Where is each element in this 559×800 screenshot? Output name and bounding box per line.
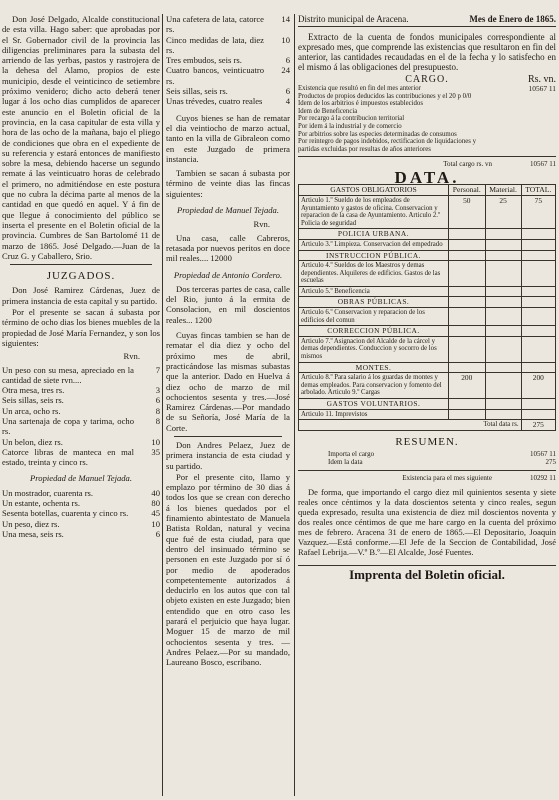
list-item <box>166 65 290 86</box>
list-item <box>2 365 160 386</box>
item-value: 35 <box>151 446 160 457</box>
cargo-row-value <box>500 131 556 139</box>
item-text: Un peso con su mesa, apreciado en la cantidad de siete rvn.... <box>2 364 134 385</box>
district-header <box>298 14 556 27</box>
list-item <box>2 447 160 468</box>
table-cell-personal <box>449 409 486 420</box>
table-cell-section: GASTOS VOLUNTARIOS. <box>299 399 449 410</box>
table-cell-material <box>485 261 521 287</box>
resumen-title: RESUMEN. <box>395 435 459 448</box>
cargo-row-value <box>500 93 556 101</box>
item-text: Un estante, ochenta rs. <box>2 498 81 509</box>
table-cell-total <box>521 409 555 420</box>
cargo-row-value: 10567 11 <box>528 84 556 93</box>
resumen-rows <box>298 450 556 467</box>
item-value: 8 <box>155 405 160 416</box>
table-row <box>299 229 556 240</box>
owner-label-2: Propiedad de Manuel Tejada. <box>177 205 279 216</box>
col-personal: Personal. <box>449 185 486 196</box>
column-rule <box>162 14 163 796</box>
item-value: 6 <box>155 395 160 406</box>
resumen-row-value: 275 <box>545 458 556 467</box>
item-text: Un belon, diez rs. <box>2 436 63 447</box>
table-cell-total <box>521 261 555 287</box>
goods-list-2 <box>2 488 160 539</box>
table-cell-text: Articulo 4.º Sueldos de los Maestros y demas dependientes. Alquileres de edificios. Gastos de las escuelas <box>299 261 449 287</box>
col-material: Material. <box>485 185 521 196</box>
item-text: Un arca, ocho rs. <box>2 405 61 416</box>
table-cell-section: OBRAS PÚBLICAS. <box>299 297 449 308</box>
column-rule-2 <box>294 14 295 796</box>
existencia-line <box>298 470 556 483</box>
final-statement: De forma, que importando el cargo diez mil quinientos sesenta y siete reales once céntimos y la data doscientos setenta y cinco reales, segun queda expresado, resulta una existencia de diez mil doscientos noventa y dos reales once céntimos de que me hare cargo en la cuenta del próximo mes de febrero. Aracena 31 de enero de 1865.—El Depositario, Joaquin Vazquez.—Está conforme.—El Jefe de la Seccion de Contabilidad, José Rafael Lebrija.—V.º B.º—El Alcalde, José Fuentes. <box>298 486 556 557</box>
cargo-row <box>298 115 556 123</box>
table-cell-personal <box>449 239 486 250</box>
table-row <box>299 297 556 308</box>
table-cell-material <box>485 239 521 250</box>
table-row <box>299 308 556 326</box>
item-value: 4 <box>285 96 290 107</box>
item-text: Unas trévedes, cuatro reales <box>166 96 263 107</box>
item-value: 8 <box>155 415 160 426</box>
existencia-label: Existencia para el mes siguiente <box>402 473 492 482</box>
table-cell-personal: 200 <box>449 373 486 399</box>
cargo-row-text: Por idem á la industrial y de comercio <box>298 122 402 130</box>
cargo-title: CARGO. <box>405 74 449 85</box>
table-cell-material <box>485 373 521 399</box>
alcalde-notice: Don José Delgado, Alcalde constitucional de esta villa. Hago saber: que aprobadas por el Sr. Gobernador civil de la provincia las diligencias preliminares para la subasta del arriendo de las yerbas, pastos y rastrojera de la dehesa del Alamo, propios de este municipio, desde el veinticinco de setiembre próximo venidero; dicho acto deberá tener lugar á los ocho dias cumplidos de aparecer este anuncio en el Boletin oficial de la provincia, en la casa capitular de esta villa y hora de las ocho de la mañana, bajo el pliego de condiciones que obra en el expediente de su referencia y estará entonces de manifiesto sobre la mesa, debiendo hacerse un segundo remate á las veinticuatro horas de celebrado el primero, no admitiéndose en este postura que no cubra la décima parte al menos de la cantidad en que quedó en aquel. Y á fin de que llegue á conocimiento del público se inserta el presente en el Boletin oficial de la provincia. Cumbres de San Bartolomé 11 de marzo de 1865. José Delgado.—Juan de la Cruz G. y Caballero, Srio. <box>2 14 160 261</box>
table-row <box>299 373 556 399</box>
existencia-value: 10292 11 <box>530 473 556 482</box>
finca-1: Una casa, calle Cabreros, retasada por nuevos peritos en doce mil reales.... 12000 <box>166 232 290 264</box>
cargo-row-value <box>500 100 556 108</box>
cargo-row-text: partidas excluidas por resultas de años anteriores <box>298 145 431 153</box>
data-title: DATA. <box>394 168 460 188</box>
cargo-row-value <box>500 123 556 131</box>
cargo-row-text: Por reintegro de pagos indebidos, rectificacion de liquidaciones y <box>298 138 476 146</box>
item-value: 45 <box>151 508 160 519</box>
list-item <box>166 55 290 65</box>
table-cell-text: Articulo 3.º Limpieza. Conservacion del empedrado <box>299 239 449 250</box>
currency-label-2: Rvn. <box>253 219 270 230</box>
month-label: Mes de Enero de 1865. <box>469 14 556 24</box>
list-item <box>2 498 160 508</box>
table-row <box>299 399 556 410</box>
list-item <box>2 406 160 416</box>
divider <box>10 264 152 265</box>
table-row <box>299 326 556 337</box>
cargo-row <box>298 138 556 146</box>
table-cell-text: Articulo 5.º Beneficencia <box>299 286 449 297</box>
item-value: 14 <box>281 14 290 24</box>
table-cell-personal <box>449 261 486 287</box>
list-item <box>2 529 160 539</box>
resumen-row-text: Idem la data <box>328 458 363 467</box>
item-value: 3 <box>155 385 160 396</box>
table-row <box>299 409 556 420</box>
table-cell-section: CORRECCION PÚBLICA. <box>299 326 449 337</box>
column-right <box>298 14 556 580</box>
cargo-row-text: Por arbitrios sobre las especies determinadas de consumos <box>298 130 457 138</box>
table-cell-total <box>521 286 555 297</box>
item-value: 10 <box>151 518 160 529</box>
cargo-row-text: Productos de propios deducidos las contribuciones y el 20 p 0/0 <box>298 92 472 100</box>
emplazo-text: Por el presente cito, llamo y emplazo por término de 30 dias á todos los que se crean con derecho á los bienes quedados por el finamiento abintestato de Manuela Batista Roldan, natural y vecina que fué de esta ciudad, para que dentro del insinuado término se personen en este Juzgado por sí ó por medio de apoderados competentemente autorizados á deducirlo en los autos que con tal objeto existen en este Juzgado; bien entendido que en otro caso les parará el perjuicio que haya lugar. Moguer 15 de marzo de mil ochocientos sesenta y tres. —Andres Pelaez.—Por su mandado, Laureano Bosco, escribano. <box>166 471 290 668</box>
table-cell-personal: 50 <box>449 195 486 228</box>
cargo-header <box>298 75 556 85</box>
rs-label: Rs. vn. <box>527 74 556 85</box>
juez-pelaez-title: Don Andres Pelaez, Juez de primera instancia de esta ciudad y su partido. <box>166 439 290 471</box>
data-total-value: 275 <box>521 420 555 431</box>
table-cell-total: 200 <box>521 373 555 399</box>
cargo-total-value: 10567 11 <box>530 160 556 169</box>
cargo-row-text: Idem de los arbitrios é impuestos establecidos <box>298 100 423 108</box>
cargo-row <box>298 123 556 131</box>
goods-list-3 <box>166 14 290 107</box>
table-cell-personal <box>449 308 486 326</box>
table-cell-total <box>521 239 555 250</box>
table-cell-text: Articulo 6.º Conservacion y reparacion de los edificios del comun <box>299 308 449 326</box>
item-value: 6 <box>285 86 290 97</box>
item-text: Seis sillas, seis rs. <box>166 86 228 97</box>
resumen-row <box>298 458 556 466</box>
divider-2 <box>174 436 282 437</box>
list-item <box>2 437 160 447</box>
cargo-row-text: Existencia que resultó en fin del mes anterior <box>298 85 421 92</box>
table-cell-text: Articulo 7.º Asignacion del Alcalde de la cárcel y demas dependientes. Conduccion y socorro de los mismos <box>299 336 449 362</box>
cargo-row <box>298 108 556 116</box>
list-item <box>2 508 160 518</box>
table-cell-text: Articulo 8.º Para salario á los guardas de montes y demas empleados. Para conservacion y fomento del arbolado. Articulo 9.º Cargas <box>299 373 449 399</box>
table-row <box>299 239 556 250</box>
item-value: 7 <box>155 364 160 375</box>
item-text: Tres embudos, seis rs. <box>166 55 242 66</box>
subasta-text: Por el presente se sacan á subasta por término de ocho dias los bienes muebles de la propiedad de José María Fernandez, y son los siguientes: <box>2 307 160 348</box>
item-text: Una sartenaja de copa y tarima, ocho rs. <box>2 415 134 437</box>
table-cell-section: INSTRUCCION PÚBLICA. <box>299 250 449 261</box>
item-text: Un mostrador, cuarenta rs. <box>2 487 94 498</box>
cargo-row-text: Por recargo á la contribucion territorial <box>298 115 405 123</box>
item-value: 10 <box>151 436 160 447</box>
resumen-row-text: Importa el cargo <box>328 449 375 458</box>
list-item <box>2 519 160 529</box>
juez-title: Don José Ramirez Cárdenas, Juez de primera instancia de esta capital y su partido. <box>2 285 160 306</box>
table-cell-material: 25 <box>485 195 521 228</box>
cargo-row <box>298 146 556 154</box>
goods-list <box>2 365 160 468</box>
table-cell-total <box>521 308 555 326</box>
item-text: Sesenta botellas, cuarenta y cinco rs. <box>2 508 129 519</box>
list-item <box>166 96 290 106</box>
col-total: TOTAL. <box>521 185 555 196</box>
remate-text: Cuyos bienes se han de rematar el dia veintiocho de marzo actual, tanto en la villa de Gibraleon como en este Juzgado de primera instancia. <box>166 112 290 164</box>
currency-label: Rvn. <box>123 351 140 362</box>
data-total-label: Total data rs. <box>299 420 522 431</box>
table-cell-material <box>485 336 521 362</box>
table-cell-personal <box>449 336 486 362</box>
table-cell-total <box>521 336 555 362</box>
item-text: Otra mesa, tres rs. <box>2 385 65 396</box>
item-value: 10 <box>281 34 290 45</box>
finca-2: Dos terceras partes de casa, calle del Rio, junto á la ermita de Consolacion, en mil doscientos reales... 1200 <box>166 283 290 325</box>
item-text: Catorce libras de manteca en mal estado, treinta y cinco rs. <box>2 446 134 468</box>
item-value: 6 <box>285 55 290 66</box>
list-item <box>166 35 290 56</box>
cargo-total-label: Total cargo rs. vn <box>443 160 492 169</box>
table-row <box>299 336 556 362</box>
table-cell-material <box>485 286 521 297</box>
table-cell-total: 75 <box>521 195 555 228</box>
cargo-rows <box>298 85 556 153</box>
owner-label-3: Propiedad de Antonio Cordero. <box>173 269 283 280</box>
item-text: Una mesa, seis rs. <box>2 528 64 539</box>
table-row <box>299 195 556 228</box>
item-value: 80 <box>151 498 160 509</box>
list-item <box>2 395 160 405</box>
table-row <box>299 286 556 297</box>
cargo-row <box>298 100 556 108</box>
resumen-row <box>298 450 556 458</box>
fincas-intro: Tambien se sacan á subasta por término de veinte dias las fincas siguientes: <box>166 168 290 199</box>
column-left <box>2 14 160 539</box>
table-cell-material <box>485 308 521 326</box>
item-value: 40 <box>151 487 160 498</box>
table-cell-personal <box>449 286 486 297</box>
section-title-juzgados: JUZGADOS. <box>46 270 116 283</box>
list-item <box>166 14 290 35</box>
data-table <box>298 184 556 430</box>
list-item <box>2 488 160 498</box>
item-text: Un peso, diez rs. <box>2 518 60 529</box>
table-row <box>299 250 556 261</box>
item-text: Cinco medidas de lata, diez rs. <box>166 34 264 55</box>
table-cell-section: MONTES. <box>299 362 449 373</box>
list-item <box>2 385 160 395</box>
cargo-row <box>298 93 556 101</box>
list-item <box>166 86 290 96</box>
cargo-row <box>298 85 556 93</box>
col-gastos: GASTOS OBLIGATORIOS <box>299 185 449 196</box>
table-cell-material <box>485 409 521 420</box>
list-item <box>2 416 160 437</box>
item-text: Seis sillas, seis rs. <box>2 395 64 406</box>
owner-label: Propiedad de Manuel Tejada. <box>30 473 132 484</box>
column-middle <box>166 14 290 669</box>
imprenta-footer: Imprenta del Boletin oficial. <box>298 565 556 580</box>
cargo-row <box>298 131 556 139</box>
resumen-row-value: 10567 11 <box>530 449 556 458</box>
table-cell-text: Articulo 1.º Sueldo de los empleados de Ayuntamiento y gastos de oficina. Conservacion y reparacion de la casa de Ayuntamiento. Articulo 2.º Policia de seguridad <box>299 195 449 228</box>
cargo-row-value <box>500 146 556 154</box>
cargo-row-value <box>500 115 556 123</box>
cargo-row-value <box>500 108 556 116</box>
extract-description: Extracto de la cuenta de fondos municipales correspondiente al expresado mes, que comprende las existencias que resultaron en fin del anterior, las cantidades recaudadas en el de la fecha y lo satisfecho en el mismo á las obligaciones del presupuesto. <box>298 32 556 72</box>
district-name: Distrito municipal de Aracena. <box>298 14 409 24</box>
table-row <box>299 261 556 287</box>
remate-fincas-text: Cuyas fincas tambien se han de rematar el dia diez y ocho del próximo mes de abril, practicándose las mismas subastas que la anterior. Dado en Huelva á diez ocho de marzo de mil ochocientos sesenta y tres.—José Ramirez Cárdenas.—Por mandado de su Señoría, José María de la Corte. <box>166 330 290 433</box>
item-value: 24 <box>281 65 290 76</box>
item-value: 6 <box>155 528 160 539</box>
item-text: Una cafetera de lata, catorce rs. <box>166 14 264 35</box>
item-text: Cuatro bancos, veinticuatro rs. <box>166 65 264 86</box>
table-cell-section: POLICIA URBANA. <box>299 229 449 240</box>
cargo-row-text: Idem de Beneficencia <box>298 107 358 115</box>
table-row <box>299 362 556 373</box>
table-cell-text: Articulo 11. Imprevistos <box>299 409 449 420</box>
cargo-row-value <box>500 138 556 146</box>
